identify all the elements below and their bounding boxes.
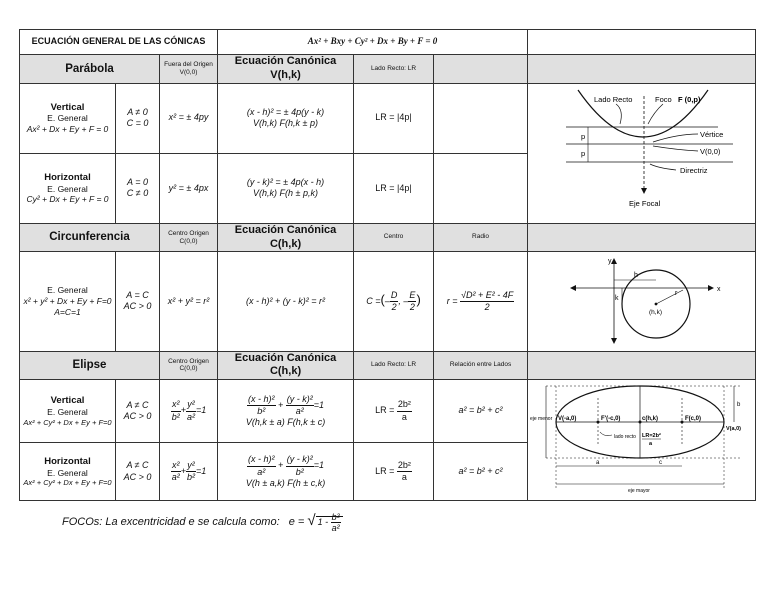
page-title: ECUACIÓN GENERAL DE LAS CÓNICAS	[20, 30, 218, 55]
footer-text: FOCOs: La excentricidad e se calcula como:	[62, 516, 280, 528]
label-lado-recto: lado recto	[614, 434, 637, 440]
ellipse-title: Elipse	[20, 351, 160, 380]
row-name: Vertical	[50, 101, 85, 113]
general-equation: Ax² + Bxy + Cy² + Dx + By + F = 0	[218, 30, 528, 55]
center-dot	[655, 303, 658, 306]
blank-cell	[528, 55, 756, 84]
conics-table	[19, 29, 756, 501]
cond-2: AC > 0	[123, 471, 152, 482]
ellipse-origin-header: Centro Origen C(0,0)	[160, 351, 218, 380]
gen-eq: Ax² + Cy² + Dx + Ey + F=0	[23, 478, 112, 488]
ellipse-diagram	[528, 380, 756, 497]
frac-2	[286, 454, 314, 478]
label-eje-mayor: eje mayor	[628, 488, 651, 494]
radius-line	[656, 290, 683, 304]
ellipse-horizontal-general	[20, 443, 116, 501]
centro-den: 2	[409, 301, 415, 312]
label-y: y	[608, 258, 612, 266]
conditions	[116, 153, 160, 223]
circle-diagram-cell	[528, 252, 756, 351]
num: x²	[171, 460, 181, 472]
label-f-left: F'(-c,0)	[601, 416, 621, 422]
focus-left	[597, 421, 600, 424]
cond-2: C ≠ 0	[126, 188, 149, 199]
lado-recto-value: LR = |4p|	[354, 83, 434, 153]
canon-line-1: (y - k)² = ± 4p(x - h)	[246, 176, 325, 187]
parabola-diagram-cell	[528, 83, 756, 223]
label-hk: (h,k)	[649, 309, 663, 317]
gen-label: E. General	[47, 285, 88, 296]
canon-line-2: V(h,k) F(h ± p,k)	[253, 188, 318, 199]
den: b²	[187, 472, 196, 483]
cond-2: AC > 0	[123, 301, 152, 312]
num: b²	[331, 512, 340, 523]
circle-diagram	[528, 252, 756, 347]
label-v-right: V(a,0)	[726, 426, 742, 432]
parabola-lr-header: Lado Recto: LR	[354, 55, 434, 84]
lado-recto-value	[354, 443, 434, 501]
footer-note	[62, 512, 343, 533]
cond-2: AC > 0	[123, 411, 152, 422]
lado-recto-value: LR = |4p|	[354, 153, 434, 223]
label-v00: V(0,0)	[700, 146, 721, 156]
label-a: a	[596, 460, 600, 466]
ellipse-vertical-general	[20, 380, 116, 443]
origin-eq: x² = ± 4py	[160, 83, 218, 153]
canonical-eq: $\frac{\text{(x - h)²}}{\text{b²}}$ + $\frac{\text{(y - k)²}}{\text{a²}}$ =1 V(h,k ± a) F(h,k ± c)	[218, 380, 354, 443]
circle-centro-header: Centro	[354, 223, 434, 252]
canonical-eq: $\frac{\text{(x - h)²}}{\text{a²}}$ + $\frac{\text{(y - k)²}}{\text{b²}}$ =1 V(h ± a,k) F(h ± c,k)	[218, 443, 354, 501]
den: a²	[257, 466, 266, 477]
den: a²	[187, 411, 196, 422]
frac-2	[186, 399, 196, 423]
parabola-origin-header: Fuera del Origen V(0,0)	[160, 55, 218, 84]
gen-label: E. General	[47, 113, 88, 124]
canonical-eq: (x - h)² + (y - k)² = r²	[218, 252, 354, 351]
ellipse-canonical-header: Ecuación Canónica C(h,k)	[218, 351, 354, 380]
parabola-canonical-header: Ecuación Canónica V(h,k)	[218, 55, 354, 84]
den: b²	[257, 405, 266, 416]
lr-prefix: LR =	[375, 466, 395, 477]
gen-label: E. General	[47, 407, 88, 418]
row-name: Vertical	[50, 395, 85, 407]
cond-1: A = 0	[127, 176, 148, 187]
centro-formula: C =(– $\frac{D}{2}$ , – $\frac{E}{2}$ )	[354, 252, 434, 351]
centro-e: E	[408, 290, 416, 302]
gen-eq: x² + y² + Dx + Ey + F=0	[23, 296, 112, 307]
conditions	[116, 380, 160, 443]
label-lado-recto: Lado Recto	[594, 94, 633, 104]
blank-cell	[434, 153, 528, 223]
parabola-diagram	[528, 84, 756, 220]
circle-general	[20, 252, 116, 351]
label-eje-menor: eje menor	[530, 416, 553, 422]
foco-pointer	[648, 104, 663, 124]
label-center: c(h,k)	[642, 416, 659, 422]
focal-axis-arrow	[641, 188, 647, 194]
num: y²	[186, 399, 196, 411]
origin-eq: y² = ± 4px	[160, 153, 218, 223]
frac-1	[171, 460, 181, 484]
num: y²	[186, 460, 196, 472]
origin-eq: x² + y² = r²	[160, 252, 218, 351]
canonical-eq	[218, 153, 354, 223]
centro-den: 2	[391, 301, 397, 312]
radio-num: √D² + E² - 4F	[460, 290, 514, 302]
ellipse-diagram-cell	[528, 380, 756, 501]
num: x²	[171, 399, 181, 411]
radio-den: 2	[484, 301, 490, 312]
ellipse-rel-header: Relación entre Lados	[434, 351, 528, 380]
circle-radio-header: Radio	[434, 223, 528, 252]
gen-eq: Ax² + Cy² + Dx + Ey + F=0	[23, 417, 112, 427]
origin-eq: $\frac{\text{x²}}{\text{b²}}$ + $\frac{\text{y²}}{\text{a²}}$ =1	[160, 380, 218, 443]
centro-prefix: C =	[366, 295, 381, 306]
vertice-pointer	[653, 134, 698, 142]
lado-recto-value	[354, 380, 434, 443]
rhs: =1	[313, 399, 325, 410]
label-eje-focal: Eje Focal	[629, 198, 661, 208]
frac-2	[186, 460, 196, 484]
footer-formula: e = √ 1 - $\frac{\text{b²}}{\text{a²}}$	[289, 516, 343, 528]
lado-recto-pointer	[600, 432, 612, 436]
den: a²	[171, 472, 180, 483]
label-directriz: Directriz	[680, 165, 708, 175]
blank-cell	[434, 55, 528, 84]
frac-1	[247, 454, 276, 478]
gen-label: E. General	[47, 467, 88, 478]
label-lr: LR=2b²	[642, 433, 661, 439]
canonical-eq	[218, 83, 354, 153]
frac-2	[286, 394, 314, 418]
num: (x - h)²	[247, 394, 276, 406]
den: b²	[171, 411, 180, 422]
lado-recto-pointer	[616, 104, 621, 124]
circle-canonical-header: Ecuación Canónica C(h,k)	[218, 223, 354, 252]
origin-eq: $\frac{\text{x²}}{\text{a²}}$ + $\frac{\text{y²}}{\text{b²}}$ =1	[160, 443, 218, 501]
cond-1: A ≠ C	[126, 460, 149, 471]
y-arrow-down	[611, 338, 617, 344]
y-arrow-up	[611, 258, 617, 264]
radio-formula	[434, 252, 528, 351]
directriz-pointer	[650, 164, 676, 170]
blank-cell	[434, 83, 528, 153]
canon-line-2: V(h ± a,k) F(h ± c,k)	[245, 477, 326, 488]
relation: a² = b² + c²	[434, 380, 528, 443]
num: 2b²	[397, 460, 412, 472]
frac-1	[171, 399, 181, 423]
conditions	[116, 443, 160, 501]
parabola-vertical-general	[20, 83, 116, 153]
num: (y - k)²	[286, 454, 314, 466]
label-vertice: Vértice	[700, 129, 724, 139]
x-arrow-right	[708, 285, 714, 291]
num: (y - k)²	[286, 394, 314, 406]
rhs: =1	[196, 405, 207, 416]
num: 2b²	[397, 399, 412, 411]
gen-eq-2: A=C=1	[54, 306, 81, 317]
cond-1: A ≠ C	[126, 399, 149, 410]
blank-cell	[528, 223, 756, 252]
conditions	[116, 83, 160, 153]
row-name: Horizontal	[44, 171, 91, 183]
label-foco: Foco	[655, 94, 672, 104]
gen-label: E. General	[47, 183, 88, 194]
frac-1	[247, 394, 276, 418]
den: a	[401, 472, 407, 483]
conditions	[116, 252, 160, 351]
gen-eq: Cy² + Dx + Ey + F = 0	[26, 194, 109, 205]
formula-prefix: e =	[288, 516, 305, 528]
blank-cell	[528, 351, 756, 380]
canon-line-2: V(h,k) F(h,k ± p)	[253, 118, 318, 129]
centro-d-frac	[390, 290, 399, 314]
circle-origin-header: Centro Origen C(0,0)	[160, 223, 218, 252]
label-r: r	[675, 290, 678, 298]
lr-frac	[397, 460, 412, 484]
formula-inner: 1 -	[317, 517, 329, 527]
focus-right	[681, 421, 684, 424]
label-f-right: F(c,0)	[685, 416, 702, 422]
parabola-horizontal-general	[20, 153, 116, 223]
v00-pointer	[653, 146, 698, 151]
label-foco-coord: F (0,p)	[678, 94, 701, 104]
relation: a² = b² + c²	[434, 443, 528, 501]
label-v-left: V(-a,0)	[558, 416, 577, 422]
den: a	[401, 411, 407, 422]
formula-frac	[331, 512, 341, 533]
label-b: b	[737, 402, 741, 408]
label-h: h	[634, 272, 638, 280]
num: (x - h)²	[247, 454, 276, 466]
label-k: k	[615, 295, 619, 303]
centro-d: D	[390, 290, 399, 302]
lr-prefix: LR =	[375, 405, 395, 416]
row-name: Horizontal	[44, 455, 91, 467]
rhs: =1	[196, 466, 207, 477]
ellipse-lr-header: Lado Recto: LR	[354, 351, 434, 380]
lr-frac	[397, 399, 412, 423]
den: a²	[295, 405, 304, 416]
cond-1: A = C	[126, 290, 149, 301]
rhs: =1	[313, 460, 325, 471]
cond-2: C = 0	[126, 118, 149, 129]
label-c: c	[659, 460, 663, 466]
blank-cell	[528, 30, 756, 55]
label-p-1: p	[581, 131, 586, 141]
den: a²	[331, 523, 340, 534]
cond-1: A ≠ 0	[127, 106, 148, 117]
radio-frac	[460, 290, 514, 314]
canon-line-1: (x - h)² = ± 4p(y - k)	[246, 106, 325, 117]
x-arrow-left	[570, 285, 576, 291]
den: b²	[295, 466, 304, 477]
label-x: x	[717, 286, 721, 294]
radio-prefix: r =	[446, 295, 458, 306]
canon-line-2: V(h,k ± a) F(h,k ± c)	[245, 417, 326, 428]
label-lr-den: a	[649, 441, 653, 447]
gen-eq: Ax² + Dx + Ey + F = 0	[26, 124, 109, 134]
label-p-2: p	[581, 148, 586, 158]
parabola-title: Parábola	[20, 55, 160, 84]
circle-title: Circunferencia	[20, 223, 160, 252]
